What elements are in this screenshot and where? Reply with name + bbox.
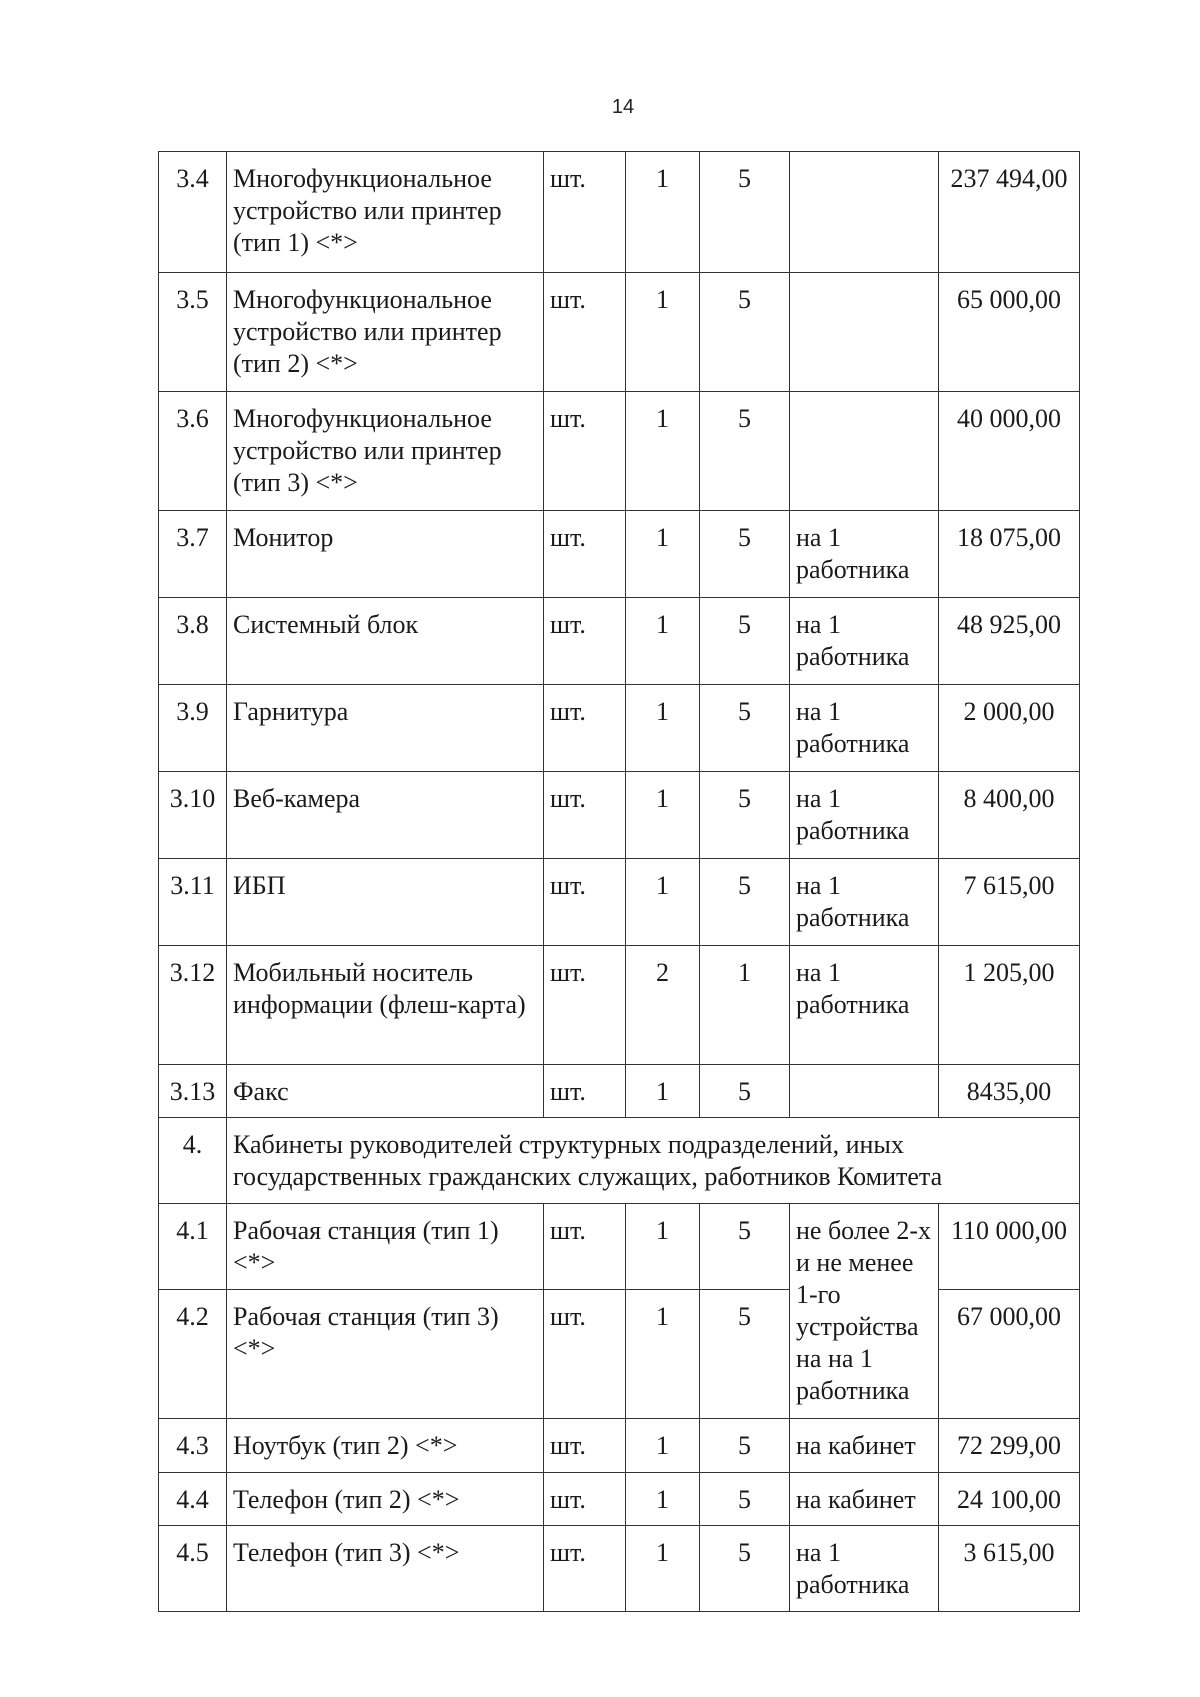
item-unit: шт. xyxy=(544,392,626,511)
item-note: на 1 работника xyxy=(790,511,939,598)
table-body xyxy=(159,152,1080,1612)
item-quantity: 1 xyxy=(626,1204,700,1290)
item-name: Многофункциональное устройство или принтер (тип 2) <*> xyxy=(227,273,544,392)
item-note: на 1 работника xyxy=(790,946,939,1065)
table-row xyxy=(159,1290,1080,1419)
item-note: на 1 работника xyxy=(790,859,939,946)
item-note xyxy=(790,1065,939,1118)
item-service-life: 5 xyxy=(700,1204,790,1290)
item-price: 67 000,00 xyxy=(939,1290,1080,1419)
item-service-life: 5 xyxy=(700,685,790,772)
item-price: 2 000,00 xyxy=(939,685,1080,772)
item-name: Рабочая станция (тип 1) <*> xyxy=(227,1204,544,1290)
item-number: 3.11 xyxy=(159,859,227,946)
item-unit: шт. xyxy=(544,1290,626,1419)
item-quantity: 2 xyxy=(626,946,700,1065)
item-service-life: 1 xyxy=(700,946,790,1065)
item-note xyxy=(790,152,939,273)
section-title: Кабинеты руководителей структурных подразделений, иных государственных гражданских служащих, работников Комитета xyxy=(227,1118,1080,1204)
item-quantity: 1 xyxy=(626,772,700,859)
table-row xyxy=(159,273,1080,392)
item-price: 1 205,00 xyxy=(939,946,1080,1065)
section-row xyxy=(159,1118,1080,1204)
item-number: 3.10 xyxy=(159,772,227,859)
item-note: на 1 работника xyxy=(790,598,939,685)
equipment-norms-table xyxy=(158,151,1080,1612)
item-name: Мобильный носитель информации (флеш-карта) xyxy=(227,946,544,1065)
item-price: 24 100,00 xyxy=(939,1473,1080,1526)
item-quantity: 1 xyxy=(626,1526,700,1612)
item-price: 65 000,00 xyxy=(939,273,1080,392)
item-number: 3.9 xyxy=(159,685,227,772)
item-number: 3.8 xyxy=(159,598,227,685)
item-unit: шт. xyxy=(544,1419,626,1473)
item-name: Телефон (тип 2) <*> xyxy=(227,1473,544,1526)
item-unit: шт. xyxy=(544,598,626,685)
item-quantity: 1 xyxy=(626,1065,700,1118)
item-number: 4.3 xyxy=(159,1419,227,1473)
item-name: Телефон (тип 3) <*> xyxy=(227,1526,544,1612)
item-name: Факс xyxy=(227,1065,544,1118)
item-number: 4.5 xyxy=(159,1526,227,1612)
table-row xyxy=(159,946,1080,1065)
item-name: Монитор xyxy=(227,511,544,598)
section-number: 4. xyxy=(159,1118,227,1204)
item-service-life: 5 xyxy=(700,1065,790,1118)
item-quantity: 1 xyxy=(626,392,700,511)
item-number: 4.1 xyxy=(159,1204,227,1290)
item-note: на 1 работника xyxy=(790,1526,939,1612)
item-service-life: 5 xyxy=(700,392,790,511)
item-price: 18 075,00 xyxy=(939,511,1080,598)
item-unit: шт. xyxy=(544,772,626,859)
item-service-life: 5 xyxy=(700,152,790,273)
item-name: Рабочая станция (тип 3) <*> xyxy=(227,1290,544,1419)
item-price: 7 615,00 xyxy=(939,859,1080,946)
item-number: 4.4 xyxy=(159,1473,227,1526)
item-number: 3.4 xyxy=(159,152,227,273)
table-row xyxy=(159,1204,1080,1290)
item-quantity: 1 xyxy=(626,1473,700,1526)
item-service-life: 5 xyxy=(700,1526,790,1612)
item-name: Веб-камера xyxy=(227,772,544,859)
table-row xyxy=(159,1526,1080,1612)
item-price: 3 615,00 xyxy=(939,1526,1080,1612)
table-row xyxy=(159,598,1080,685)
item-note xyxy=(790,392,939,511)
item-unit: шт. xyxy=(544,1473,626,1526)
item-name: ИБП xyxy=(227,859,544,946)
item-note: на 1 работника xyxy=(790,772,939,859)
table-row xyxy=(159,1473,1080,1526)
item-unit: шт. xyxy=(544,1204,626,1290)
item-unit: шт. xyxy=(544,859,626,946)
item-service-life: 5 xyxy=(700,859,790,946)
item-unit: шт. xyxy=(544,685,626,772)
item-quantity: 1 xyxy=(626,859,700,946)
item-price: 110 000,00 xyxy=(939,1204,1080,1290)
item-service-life: 5 xyxy=(700,1290,790,1419)
item-price: 72 299,00 xyxy=(939,1419,1080,1473)
item-quantity: 1 xyxy=(626,152,700,273)
table-row xyxy=(159,685,1080,772)
item-service-life: 5 xyxy=(700,772,790,859)
item-unit: шт. xyxy=(544,511,626,598)
item-price: 8435,00 xyxy=(939,1065,1080,1118)
item-price: 40 000,00 xyxy=(939,392,1080,511)
item-number: 4.2 xyxy=(159,1290,227,1419)
item-number: 3.5 xyxy=(159,273,227,392)
item-price: 8 400,00 xyxy=(939,772,1080,859)
item-unit: шт. xyxy=(544,1526,626,1612)
table-row xyxy=(159,772,1080,859)
table-row xyxy=(159,859,1080,946)
item-number: 3.13 xyxy=(159,1065,227,1118)
item-price: 237 494,00 xyxy=(939,152,1080,273)
item-name: Многофункциональное устройство или принтер (тип 3) <*> xyxy=(227,392,544,511)
item-quantity: 1 xyxy=(626,1290,700,1419)
table-row xyxy=(159,1065,1080,1118)
item-unit: шт. xyxy=(544,273,626,392)
item-quantity: 1 xyxy=(626,511,700,598)
table-row xyxy=(159,392,1080,511)
item-price: 48 925,00 xyxy=(939,598,1080,685)
item-quantity: 1 xyxy=(626,598,700,685)
item-note xyxy=(790,273,939,392)
item-name: Гарнитура xyxy=(227,685,544,772)
item-service-life: 5 xyxy=(700,1419,790,1473)
table-row xyxy=(159,1419,1080,1473)
item-quantity: 1 xyxy=(626,685,700,772)
item-service-life: 5 xyxy=(700,511,790,598)
item-service-life: 5 xyxy=(700,1473,790,1526)
item-service-life: 5 xyxy=(700,273,790,392)
item-unit: шт. xyxy=(544,152,626,273)
item-number: 3.7 xyxy=(159,511,227,598)
table-row xyxy=(159,511,1080,598)
table-row xyxy=(159,152,1080,273)
item-note: не более 2-х и не менее 1-го устройства на на 1 работника xyxy=(790,1204,939,1419)
item-note: на кабинет xyxy=(790,1419,939,1473)
item-unit: шт. xyxy=(544,946,626,1065)
item-note: на 1 работника xyxy=(790,685,939,772)
item-note: на кабинет xyxy=(790,1473,939,1526)
item-service-life: 5 xyxy=(700,598,790,685)
item-name: Системный блок xyxy=(227,598,544,685)
page-number: 14 xyxy=(611,96,635,118)
item-quantity: 1 xyxy=(626,273,700,392)
item-unit: шт. xyxy=(544,1065,626,1118)
item-name: Ноутбук (тип 2) <*> xyxy=(227,1419,544,1473)
item-quantity: 1 xyxy=(626,1419,700,1473)
item-name: Многофункциональное устройство или принтер (тип 1) <*> xyxy=(227,152,544,273)
item-number: 3.6 xyxy=(159,392,227,511)
item-number: 3.12 xyxy=(159,946,227,1065)
